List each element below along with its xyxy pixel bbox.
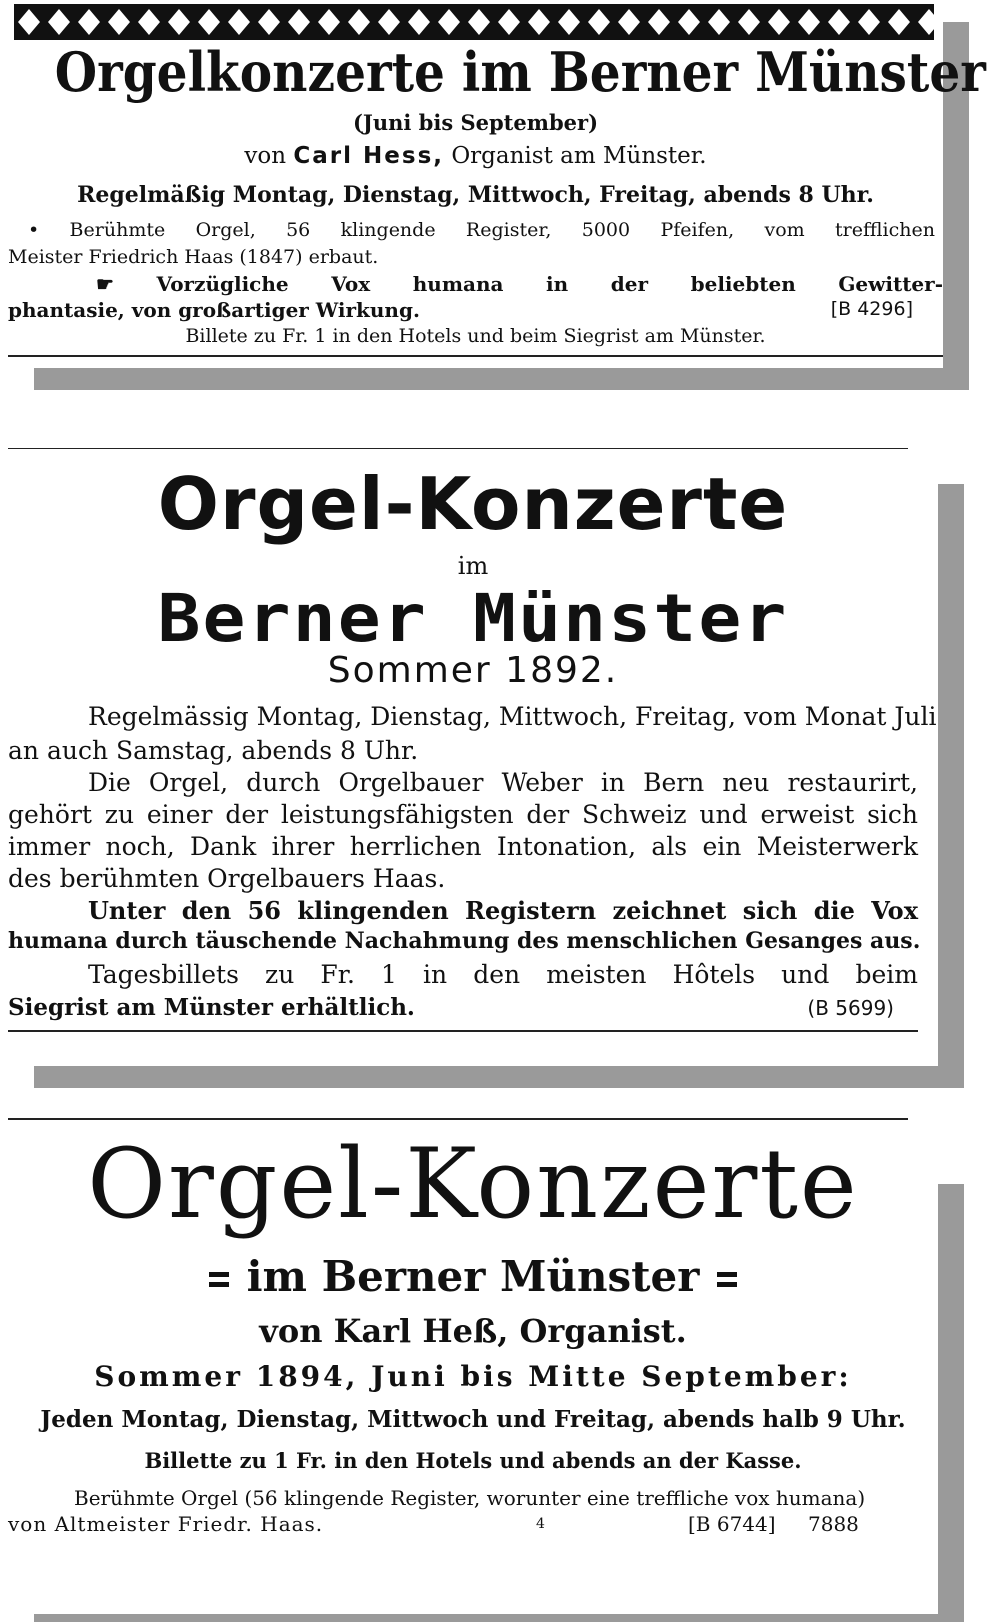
- ad2-p3-line-2: humana durch täuschende Nachahmung des menschlichen Gesanges aus.: [8, 928, 921, 954]
- advertisement-1892-style-carl-hess: [8, 0, 986, 368]
- ad1-organist-name: Carl Hess,: [293, 143, 444, 169]
- advertisement-1892: [8, 462, 938, 1066]
- diamond-border-ornament: [14, 4, 934, 40]
- ad1-subtitle: (Juni bis September): [352, 110, 599, 135]
- ad2-p2-line-2: gehört zu einer der leistungsfähigsten der Schweiz und erweist sich: [8, 800, 918, 829]
- ad3-schedule: Jeden Montag, Dienstag, Mittwoch und Freitag, abends halb 9 Uhr.: [40, 1406, 906, 1433]
- ad3-organist: von Karl Heß, Organist.: [259, 1312, 687, 1350]
- ad1-reference: [B 4296]: [830, 298, 913, 320]
- ad1-organist-role: Organist am Münster.: [451, 143, 707, 169]
- ad2-title: Orgel-Konzerte: [157, 462, 789, 546]
- ad2-p3-line-1: Unter den 56 klingenden Registern zeichnet sich die Vox: [88, 896, 918, 925]
- ad3-organ-line-1: Berühmte Orgel (56 klingende Register, worunter eine treffliche vox humana): [74, 1486, 866, 1510]
- ad2-season: Sommer 1892.: [327, 650, 619, 691]
- ad1-schedule: Regelmäßig Montag, Dienstag, Mittwoch, Freitag, abends 8 Uhr.: [77, 182, 874, 208]
- ad1-vox-line-2: phantasie, von großartiger Wirkung.: [8, 298, 420, 322]
- ad2-top-rule: [8, 448, 908, 449]
- ad2-p2-line-4: des berühmten Orgelbauers Haas.: [8, 864, 446, 893]
- double-bar-ornament-left: [209, 1272, 229, 1277]
- ad2-im: im: [457, 552, 489, 580]
- ad3-venue: im Berner Münster: [246, 1252, 700, 1301]
- ad2-p1-line-2: an auch Samstag, abends 8 Uhr.: [8, 736, 419, 765]
- double-bar-ornament-right: [717, 1272, 737, 1277]
- ad1-organ-line-1: • Berühmte Orgel, 56 klingende Register, 5000 Pfeifen, vom trefflichen: [28, 219, 935, 241]
- ad2-venue: Berner Münster: [157, 580, 789, 657]
- ad2-reference: (B 5699): [807, 996, 894, 1020]
- ad1-organ-line-2: Meister Friedrich Haas (1847) erbaut.: [8, 246, 379, 268]
- ad2-p2-line-1: Die Orgel, durch Orgelbauer Weber in Bern neu restaurirt,: [88, 768, 918, 797]
- ad2-bottom-rule: [8, 1030, 918, 1032]
- ad1-bottom-rule: [8, 355, 943, 357]
- ad1-vox-line-1: ☛ Vorzügliche Vox humana in der beliebten Gewitter-: [96, 272, 943, 296]
- ad2-p1-line-1: Regelmässig Montag, Dienstag, Mittwoch, Freitag, vom Monat Juli: [88, 702, 937, 731]
- ad3-reference: [B 6744]: [688, 1512, 776, 1536]
- ad2-p4-line-1: Tagesbillets zu Fr. 1 in den meisten Hôtels und beim: [88, 960, 918, 989]
- ad3-mark: 4: [536, 1516, 545, 1532]
- ad1-organist: [8, 143, 943, 169]
- ad1-title: Orgelkonzerte im Berner Münster: [54, 40, 986, 104]
- advertisement-1894: [8, 1128, 938, 1614]
- ad3-venue-line: [8, 1252, 938, 1301]
- ad3-top-rule: [8, 1118, 908, 1120]
- ad1-by-prefix: von: [244, 143, 287, 169]
- ad3-title: Orgel-Konzerte: [87, 1128, 859, 1240]
- ad2-p4-line-2: Siegrist am Münster erhältlich.: [8, 994, 415, 1021]
- ad3-number: 7888: [808, 1512, 859, 1536]
- ad2-p2-line-3: immer noch, Dank ihrer herrlichen Intonation, als ein Meisterwerk: [8, 832, 918, 861]
- ad3-tickets: Billette zu 1 Fr. in den Hotels und abends an der Kasse.: [144, 1448, 802, 1473]
- ad1-tickets: Billete zu Fr. 1 in den Hotels und beim Siegrist am Münster.: [185, 325, 766, 347]
- ad3-organ-line-2: von Altmeister Friedr. Haas.: [8, 1512, 324, 1536]
- ad3-season: Sommer 1894, Juni bis Mitte September:: [94, 1360, 852, 1393]
